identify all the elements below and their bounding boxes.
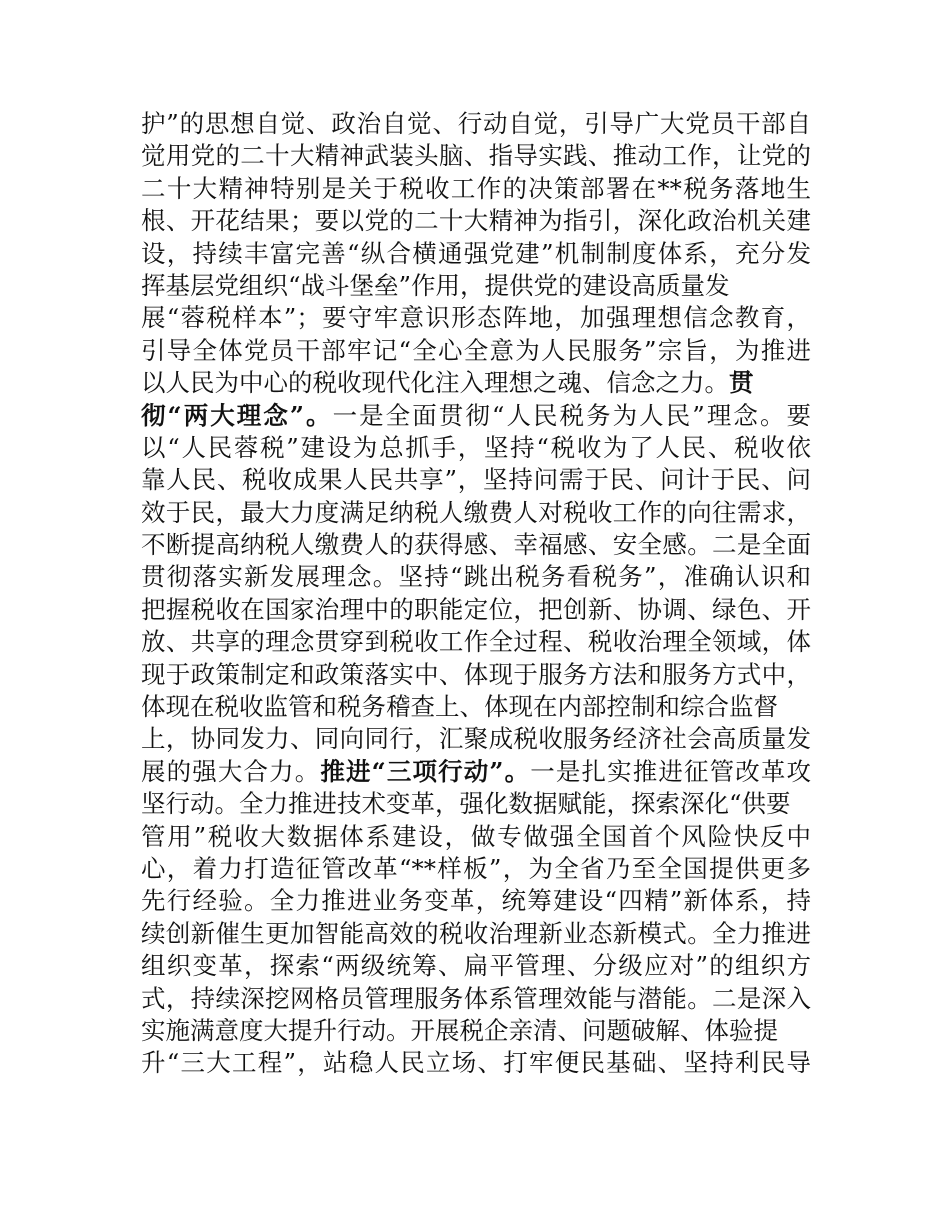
text-segment: 觉用党的二十大精神武装头脑、指导实践、推动工作，让党的 [141, 141, 811, 171]
bold-heading-text: 贯 [729, 368, 754, 398]
text-segment: 以人民为中心的税收现代化注入理想之魂、信念之力。 [141, 368, 729, 398]
bold-heading-text: 彻“两大理念”。 [141, 400, 333, 430]
text-segment: 升“三大工程”，站稳人民立场、打牢便民基础、坚持利民导 [141, 1048, 811, 1078]
text-line [141, 594, 811, 626]
text-segment: 把握税收在国家治理中的职能定位，把创新、协调、绿色、开 [141, 594, 811, 624]
text-segment: 坚行动。全力推进技术变革，强化数据赋能，探索深化“供要 [141, 789, 791, 819]
text-line [141, 529, 811, 561]
text-line [141, 238, 811, 270]
body-text [141, 108, 811, 1080]
text-line [141, 464, 811, 496]
text-segment: 展的强大合力。 [141, 756, 321, 786]
text-line [141, 788, 811, 820]
text-segment: 一是全面贯彻“人民税务为人民”理念。要 [332, 400, 811, 430]
text-segment: 贯彻落实新发展理念。坚持“跳出税务看税务”，准确认识和 [141, 562, 811, 592]
text-segment: 以“人民蓉税”建设为总抓手，坚持“税收为了人民、税收依 [141, 432, 811, 462]
text-segment: 靠人民、税收成果人民共享”，坚持问需于民、问计于民、问 [141, 465, 811, 495]
text-segment: 实施满意度大提升行动。开展税企亲清、问题破解、体验提 [141, 1015, 778, 1045]
text-line [141, 723, 811, 755]
text-line [141, 497, 811, 529]
text-line [141, 205, 811, 237]
text-segment: 二十大精神特别是关于税收工作的决策部署在**税务落地生 [141, 173, 811, 203]
text-segment: 挥基层党组织“战斗堡垒”作用，提供党的建设高质量发 [141, 270, 730, 300]
text-segment: 效于民，最大力度满足纳税人缴费人对税收工作的向往需求， [141, 497, 811, 527]
text-line [141, 950, 811, 982]
text-line [141, 756, 811, 788]
text-line [141, 918, 811, 950]
text-segment: 现于政策制定和政策落实中、体现于服务方法和服务方式中， [141, 659, 811, 689]
text-segment: 设，持续丰富完善“纵合横通强党建”机制制度体系，充分发 [141, 238, 811, 268]
text-segment: 式，持续深挖网格员管理服务体系管理效能与潜能。二是深入 [141, 983, 811, 1013]
text-line [141, 821, 811, 853]
text-segment: 续创新催生更加智能高效的税收治理新业态新模式。全力推进 [141, 918, 811, 948]
text-line [141, 108, 811, 140]
text-segment: 根、开花结果；要以党的二十大精神为指引，深化政治机关建 [141, 206, 811, 236]
text-line [141, 270, 811, 302]
text-segment: 一是扎实推进征管改革攻 [530, 756, 812, 786]
text-segment: 上，协同发力、同向同行，汇聚成税收服务经济社会高质量发 [141, 724, 811, 754]
text-line [141, 691, 811, 723]
text-segment: 不断提高纳税人缴费人的获得感、幸福感、安全感。二是全面 [141, 530, 811, 560]
text-line [141, 400, 811, 432]
text-segment: 展“蓉税样本”；要守牢意识形态阵地，加强理想信念教育， [141, 303, 811, 333]
text-line [141, 885, 811, 917]
text-segment: 先行经验。全力推进业务变革，统筹建设“四精”新体系，持 [141, 886, 811, 916]
text-line [141, 140, 811, 172]
text-line [141, 302, 811, 334]
text-line [141, 432, 811, 464]
text-segment: 体现在税收监管和税务稽查上、体现在内部控制和综合监督 [141, 692, 778, 722]
text-segment: 管用”税收大数据体系建设，做专做强全国首个风险快反中 [141, 821, 811, 851]
text-line [141, 1047, 811, 1079]
text-segment: 组织变革，探索“两级统筹、扁平管理、分级应对”的组织方 [141, 951, 811, 981]
text-line [141, 173, 811, 205]
text-segment: 护”的思想自觉、政治自觉、行动自觉，引导广大党员干部自 [141, 109, 811, 138]
text-segment: 心，着力打造征管改革“**样板”，为全省乃至全国提供更多 [141, 853, 811, 883]
text-line [141, 983, 811, 1015]
text-segment: 引导全体党员干部牢记“全心全意为人民服务”宗旨，为推进 [141, 335, 811, 365]
text-line [141, 561, 811, 593]
text-line [141, 335, 811, 367]
text-line [141, 659, 811, 691]
text-line [141, 853, 811, 885]
text-line [141, 1015, 811, 1047]
text-line [141, 367, 811, 399]
text-line [141, 626, 811, 658]
bold-heading-text: 推进“三项行动”。 [320, 756, 531, 786]
text-segment: 放、共享的理念贯穿到税收工作全过程、税收治理全领域，体 [141, 627, 811, 657]
